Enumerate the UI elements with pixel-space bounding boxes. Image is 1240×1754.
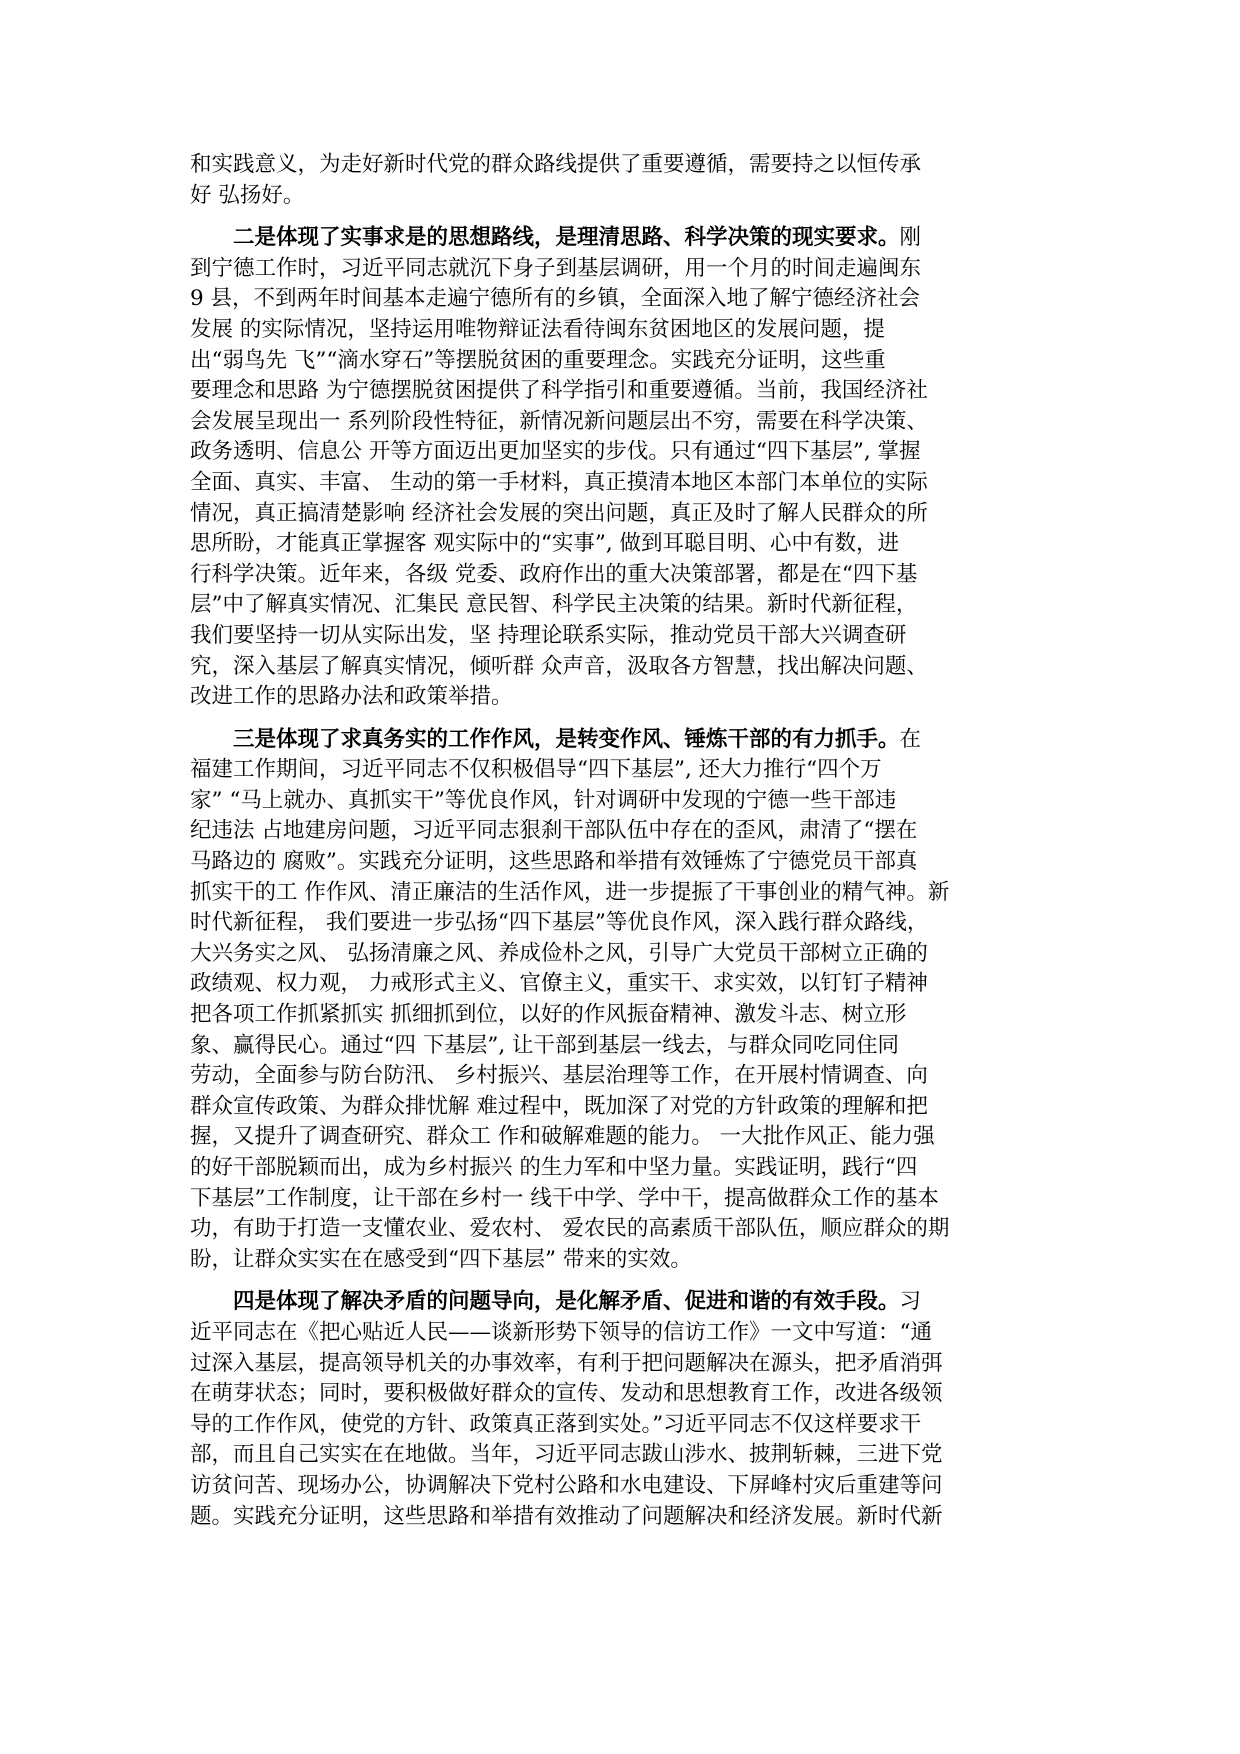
text-line: 的好干部脱颖而出，成为乡村振兴 的生力军和中坚力量。实践证明，践行“四 [190, 1155, 918, 1180]
text-line-rest: 刚 [899, 225, 922, 251]
text-line: 会发展呈现出一 系列阶段性特征，新情况新问题层出不穷，需要在科学决策、 [190, 408, 928, 434]
text-line-rest: 在 [899, 726, 922, 752]
text-line: 思所盼，才能真正掌握客 观实际中的“实事”, 做到耳聪目明、心中有数，进 [190, 531, 899, 557]
text-line: 福建工作期间，习近平同志不仅积极倡导“四下基层”, 还大力推行“四个万 [190, 757, 882, 783]
text-line: 发展 的实际情况，坚持运用唯物辩证法看待闽东贫困地区的发展问题，提 [190, 316, 885, 342]
text-line: 群众宣传政策、为群众排忧解 难过程中，既加深了对党的方针政策的理解和把 [190, 1093, 928, 1119]
paragraph [190, 223, 1070, 713]
text-line [190, 223, 1070, 254]
text-line: 纪违法 占地建房问题，习近平同志狠刹干部队伍中存在的歪风，肃清了“摆在 [190, 818, 918, 844]
text-line: 9 县，不到两年时间基本走遍宁德所有的乡镇，全面深入地了解宁德经济社会 [190, 286, 921, 312]
text-line: 题。实践充分证明，这些思路和举措有效推动了问题解决和经济发展。新时代新 [190, 1503, 943, 1529]
text-line: 家” “马上就办、真抓实干”等优良作风，针对调研中发现的宁德一些干部违 [190, 787, 897, 813]
paragraph-lead-heading: 四是体现了解决矛盾的问题导向，是化解矛盾、促进和谐的有效手段。 [233, 1289, 900, 1315]
text-line: 握，又提升了调查研究、群众工 作和破解难题的能力。 一大批作风正、能力强 [190, 1124, 935, 1150]
paragraph [190, 150, 1070, 211]
text-line: 抓实干的工 作作风、清正廉洁的生活作风，进一步提振了干事创业的精气神。新 [190, 879, 950, 905]
text-line: 在萌芽状态；同时，要积极做好群众的宣传、发动和思想教育工作，改进各级领 [190, 1381, 943, 1407]
text-line: 访贫问苦、现场办公，协调解决下党村公路和水电建设、下屏峰村灾后重建等问 [190, 1472, 943, 1498]
text-line: 政务透明、信息公 开等方面迈出更加坚实的步伐。只有通过“四下基层”, 掌握 [190, 439, 921, 465]
paragraph-lead-heading: 三是体现了求真务实的工作作风，是转变作风、锤炼干部的有力抓手。 [233, 726, 900, 752]
text-line: 下基层”工作制度，让干部在乡村一 线干中学、学中干，提高做群众工作的基本 [190, 1185, 939, 1211]
text-line: 象、赢得民心。通过“四 下基层”, 让干部到基层一线去，与群众同吃同住同 [190, 1032, 899, 1058]
text-line: 过深入基层，提高领导机关的办事效率，有利于把问题解决在源头，把矛盾消弭 [190, 1350, 943, 1376]
text-line: 行科学决策。近年来，各级 党委、政府作出的重大决策部署，都是在“四下基 [190, 561, 918, 587]
text-line: 时代新征程， 我们要进一步弘扬“四下基层”等优良作风，深入践行群众路线， [190, 910, 929, 936]
text-line: 好 弘扬好。 [190, 182, 305, 208]
paragraph [190, 1287, 1070, 1532]
text-line: 导的工作作风，使党的方针、政策真正落到实处。”习近平同志不仅这样要求干 [190, 1411, 922, 1437]
text-line: 部，而且自己实实在在地做。当年，习近平同志跋山涉水、披荆斩棘，三进下党 [190, 1442, 943, 1468]
text-line: 究，深入基层了解真实情况，倾听群 众声音，汲取各方智慧，找出解决问题、 [190, 653, 928, 679]
text-line: 大兴务实之风、 弘扬清廉之风、养成俭朴之风，引导广大党员干部树立正确的 [190, 940, 928, 966]
text-line: 近平同志在《把心贴近人民——谈新形势下领导的信访工作》一文中写道：“通 [190, 1319, 932, 1345]
text-line: 把各项工作抓紧抓实 抓细抓到位，以好的作风振奋精神、激发斗志、树立形 [190, 1002, 907, 1028]
text-line: 劳动，全面参与防台防汛、 乡村振兴、基层治理等工作，在开展村情调查、向 [190, 1063, 928, 1089]
text-line-rest: 习 [899, 1289, 922, 1315]
text-line [190, 725, 1070, 756]
text-line: 改进工作的思路办法和政策举措。 [190, 684, 513, 710]
text-line: 马路边的 腐败”。实践充分证明，这些思路和举措有效锤炼了宁德党员干部真 [190, 849, 918, 875]
text-line: 盼，让群众实实在在感受到“四下基层” 带来的实效。 [190, 1246, 692, 1272]
text-line: 功，有助于打造一支懂农业、爱农村、 爱农民的高素质干部队伍，顺应群众的期 [190, 1216, 950, 1242]
text-line: 到宁德工作时，习近平同志就沉下身子到基层调研，用一个月的时间走遍闽东 [190, 255, 922, 281]
paragraph-lead-heading: 二是体现了实事求是的思想路线，是理清思路、科学决策的现实要求。 [233, 225, 900, 251]
text-line: 情况，真正搞清楚影响 经济社会发展的突出问题，真正及时了解人民群众的所 [190, 500, 928, 526]
text-line [190, 1287, 1070, 1318]
text-line: 要理念和思路 为宁德摆脱贫困提供了科学指引和重要遵循。当前，我国经济社 [190, 378, 928, 404]
text-line: 层”中了解真实情况、汇集民 意民智、科学民主决策的结果。新时代新征程， [190, 592, 918, 618]
text-line: 政绩观、权力观， 力戒形式主义、官僚主义，重实干、求实效，以钉钉子精神 [190, 971, 928, 997]
text-line: 我们要坚持一切从实际出发，坚 持理论联系实际，推动党员干部大兴调查研 [190, 622, 907, 648]
text-line: 和实践意义，为走好新时代党的群众路线提供了重要遵循，需要持之以恒传承 [190, 152, 922, 177]
text-line: 全面、真实、丰富、 生动的第一手材料，真正摸清本地区本部门本单位的实际 [190, 469, 928, 495]
document-body [190, 150, 1070, 1544]
paragraph [190, 725, 1070, 1276]
text-line: 出“弱鸟先 飞”“滴水穿石”等摆脱贫困的重要理念。实践充分证明，这些重 [190, 347, 886, 373]
